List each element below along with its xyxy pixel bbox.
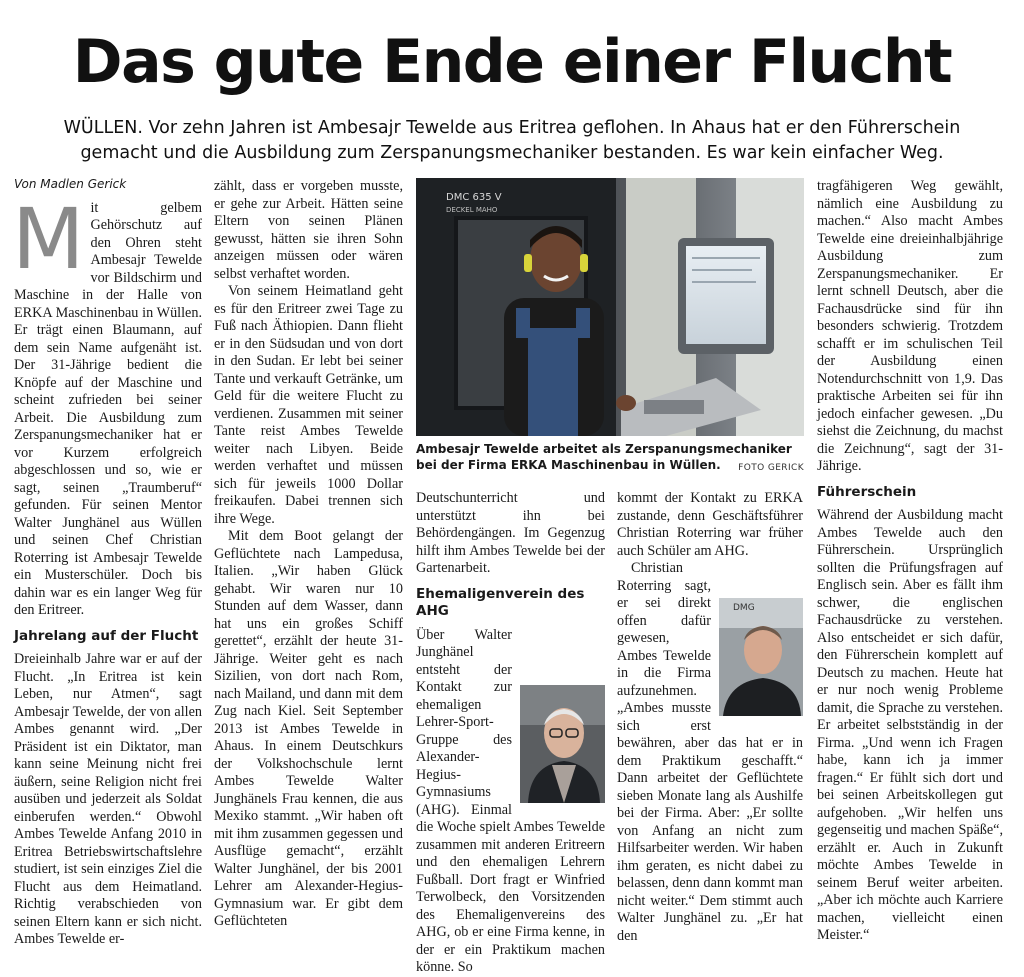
col3-paragraph-1: Deutschunterricht und unterstützt ihn bei Behördengängen. Im Gegenzug hilft ihm Ambes Tewelde bei der Gartenarbeit.: [416, 490, 605, 576]
col1-paragraph-1: it gelbem Gehörschutz auf den Ohren steht Ambesajr Tewelde vor Bildschirm und Maschine in der Halle von ERKA Maschinenbau in Wüllen. Er trägt einen Blaumann, auf dem sein Name aufgenäht ist. Der 31-Jährige bedient die Knöpfe auf der Maschine und scheint zufrieden bei seiner Arbeit. Die Ausbildung zum Zerspanungsmechaniker hat er vor Kurzem erfolgreich abgeschlossen und so, wie er sagt, seinen „Traumberuf“ gefunden. Für seinen Mentor Walter Junghänel aus Wüllen und seinen Chef Christian Roterring ist Ambesajr Tewelde ein Musterschüler. Doch bis dahin war es ein langer Weg für den Eritreer.: [14, 199, 202, 618]
column-1: [14, 176, 202, 949]
column-5: [817, 178, 1003, 945]
subhead-flucht: Jahrelang auf der Flucht: [14, 627, 199, 644]
headline: Das gute Ende einer Flucht: [72, 27, 952, 97]
col5-paragraph-1: tragfähigeren Weg gewählt, nämlich eine Ausbildung zu machen.“ Also macht Ambes Tewelde eine dreieinhalbjährige Ausbildung zum Zerspanungsmechaniker. Er lernt schnell Deutsch, aber die Fachausdrücke sind für ihn besonders schwierig. Trotzdem schafft er im schulischen Teil der Ausbildung einen Notendurchschnitt von 1,9. Das praktische Arbeiten sei für ihn jedoch einfacher gewesen. „Du siehst die Zeichnung, du machst die Zeichnung“, sagt der 31-Jährige.: [817, 178, 1003, 474]
drop-cap: M: [12, 189, 85, 288]
portrait-man-dark-shirt: [719, 598, 803, 716]
col1-paragraph-2: Dreieinhalb Jahre war er auf der Flucht. „In Eritrea ist kein Leben, nur Atmen“, sagt Ambesajr Tewelde, der von allen Ambes genannt wird. „Der Präsident ist ein Diktator, man kann seine Meinung nicht frei äußern, seine Religion nicht frei ausüben und jederzeit als Soldat einberufen werden.“ Obwohl Ambes Tewelde Anfang 2010 in Eritrea Betriebswirtschaftslehre studiert, ist sein einziges Ziel die Flucht aus dem Heimatland. Richtig verabschieden von seinen Eltern kann er sich nicht. Ambes Tewelde er-: [14, 651, 202, 947]
col4-paragraph-1: kommt der Kontakt zu ERKA zustande, denn Geschäftsführer Christian Roterring war früher auch Schüler am AHG.: [617, 490, 803, 559]
col2-paragraph-2: Von seinem Heimatland geht es für den Eritreer zwei Tage zu Fuß nach Äthiopien. Dann flieht er in den Südsudan und von dort in den Sudan. Er lebt bei seiner Tante und verkauft Getränke, um Geld für die weitere Flucht zu verdienen. Zusammen mit seiner Tante reist Ambes Tewelde weiter nach Libyen. Beide werden verhaftet und müssen sich für jeweils 1000 Dollar freikaufen. Dabei trennen sich ihre Wege.: [214, 283, 403, 527]
portrait-photo-2: [719, 598, 803, 716]
portrait-photo-1: [520, 685, 605, 803]
col4-paragraph-2: Christian Roterring sagt, er sei direkt offen dafür gewesen, Ambes Tewelde in die Firma aufzunehmen. „Ambes musste sich erst bewähren, aber das hat er in dem Praktikum geschafft.“ Dann arbeitet der Geflüchtete sieben Monate lang als Aushilfe bei der Firma. Aber: „Er sollte von Anfang an nicht zum Hilfsarbeiter werden. Wir haben ihm geraten, es nicht dabei zu belassen, denn dann kommt man nicht weiter.“ Dem stimmt auch Walter Junghänel zu. „Er hat den: [617, 560, 803, 944]
machine-label: DMC 635 V: [446, 192, 502, 203]
subhead-ehemaligenverein: Ehemaligenverein des AHG: [416, 585, 585, 619]
photo-machine-worker: [416, 178, 804, 436]
byline: Von Madlen Gerick: [14, 177, 127, 191]
photo-credit: FOTO GERICK: [738, 463, 804, 473]
col5-paragraph-2: Während der Ausbildung macht Ambes Tewelde auch den Führerschein. Ursprünglich sollten die Prüfungsfragen auf Englisch sein. Aber es fällt ihm schwer, die englischen Fachausdrücke zu verstehen. Also entscheidet er sich dafür, den Führerschein komplett auf Deutsch zu machen. Heute hat er nur noch wenig Probleme damit, die Sprache zu verstehen. Er arbeitet selbstständig in der Firma. „Und wenn ich Fragen habe, kann ich ja immer fragen.“ Er fühlt sich dort und bei seinen Arbeitskollegen gut aufgehoben. „Wir helfen uns gegenseitig und machen Späße“, erzählt er. Auch in Zukunft möchte Ambes Tewelde in seinem Beruf weiter arbeiten. „Aber ich möchte auch Karriere machen, vielleicht einen Meister.“: [817, 507, 1003, 943]
background-label: DMG: [733, 603, 755, 613]
col3-paragraph-2: Über Walter Junghänel entsteht der Kontakt zur ehemaligen Lehrer-Sport-Gruppe des Alexander-Hegius-Gymnasiums (AHG). Einmal die Woche spielt Ambes Tewelde zusammen mit anderen Eritreern und den ehemaligen Lehrern Fußball. Dort fragt er Winfried Terwolbeck, den Vorsitzenden des Ehemaligenvereins des AHG, ob er eine Firma kenne, in der er ein Praktikum machen könne. So: [416, 626, 605, 975]
column-4: [617, 490, 803, 945]
column-2: [214, 178, 403, 931]
subhead-fuehrerschein: Führerschein: [817, 483, 917, 500]
lead-paragraph: WÜLLEN. Vor zehn Jahren ist Ambesajr Tewelde aus Eritrea geflohen. In Ahaus hat er den Führerschein gemacht und die Ausbildung zum Zerspanungsmechaniker bestanden. Es war kein einfacher Weg.: [63, 118, 961, 163]
main-photo-caption: [416, 441, 804, 476]
col2-paragraph-3: Mit dem Boot gelangt der Geflüchtete nach Lampedusa, Italien. „Wir haben Glück gehabt. Wir waren nur 10 Stunden auf dem Wasser, dann hat uns ein großes Schiff gerettet“, erzählt der heute 31-Jährige. Weiter geht es nach Sizilien, von dort nach Rom, nach Mailand, und dann mit dem Zug nach Kiel. Seit September 2013 ist Ambes Tewelde in Ahaus. In einem Deutschkurs der Volkshochschule lernt Ambes Tewelde Walter Junghänels Frau kennen, die aus Mexiko stammt. „Wir haben oft mit ihm zusammen gegessen und Ausflüge gemacht“, erzählt Walter Junghänel, der bis 2001 Lehrer am Alexander-Hegius-Gymnasium war. Er gibt dem Geflüchteten: [214, 528, 403, 929]
column-3: [416, 490, 605, 977]
col2-paragraph-1: zählt, dass er vorgeben musste, er gehe zur Arbeit. Hätten seine Eltern von seinen Plänen gewusst, hätten sie ihren Sohn anzeigen müssen oder wären selbst verhaftet worden.: [214, 178, 403, 282]
caption-text: Ambesajr Tewelde arbeitet als Zerspanungsmechaniker bei der Firma ERKA Maschinenbau in Wüllen.: [416, 442, 792, 472]
main-photo: [416, 178, 804, 436]
machine-brand: DECKEL MAHO: [446, 206, 498, 214]
portrait-older-man: [520, 685, 605, 803]
